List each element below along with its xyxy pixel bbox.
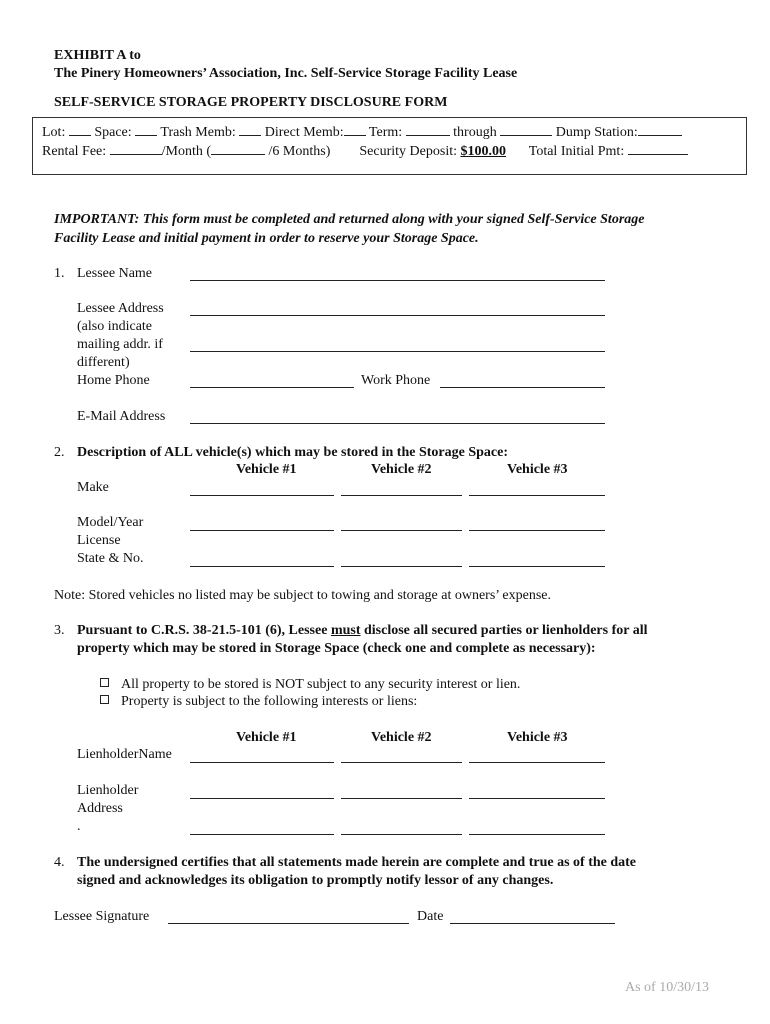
section-4-number: 4. — [54, 855, 65, 870]
lienholder-3-name-field[interactable] — [469, 762, 605, 763]
lien-text-b: disclose all secured parties or lienholders for all — [360, 623, 648, 638]
important-notice-line-2: Facility Lease and initial payment in order to reserve your Storage Space. — [54, 231, 479, 246]
lessee-address-field-1[interactable] — [190, 315, 605, 316]
lien-vehicle-3-header: Vehicle #3 — [507, 730, 568, 745]
lot-label: Lot: — [42, 125, 66, 140]
date-label: Date — [417, 909, 444, 924]
space-label: Space: — [94, 125, 132, 140]
info-row-2 — [42, 142, 688, 161]
lease-title: The Pinery Homeowners’ Association, Inc. Self-Service Storage Facility Lease — [54, 66, 518, 81]
term-end-field[interactable] — [500, 123, 552, 136]
lessee-name-field[interactable] — [190, 280, 605, 281]
lienholder-3-address-field-1[interactable] — [469, 798, 605, 799]
certification-line-2: signed and acknowledges its obligation to promptly notify lessor of any changes. — [77, 873, 554, 888]
signature-date-field[interactable] — [450, 923, 615, 924]
vehicles-title: Description of ALL vehicle(s) which may be stored in the Storage Space: — [77, 445, 508, 460]
rental-fee-field[interactable] — [110, 142, 162, 155]
section-2-number: 2. — [54, 445, 65, 460]
vehicle-3-header: Vehicle #3 — [507, 462, 568, 477]
lessee-address-label: Lessee Address — [77, 301, 164, 316]
total-initial-field[interactable] — [628, 142, 688, 155]
security-deposit-value: $100.00 — [460, 144, 506, 159]
six-months-label: /6 Months) — [268, 144, 331, 159]
lienholder-address-label-1: Lienholder — [77, 783, 139, 798]
term-label: Term: — [368, 125, 403, 140]
total-initial-label: Total Initial Pmt: — [528, 144, 625, 159]
security-deposit-label: Security Deposit: — [359, 144, 457, 159]
lienholder-1-address-field-1[interactable] — [190, 798, 334, 799]
lienholder-2-name-field[interactable] — [341, 762, 462, 763]
lessee-signature-field[interactable] — [168, 923, 409, 924]
lienholder-1-address-field-2[interactable] — [190, 834, 334, 835]
lessee-address-note-1: (also indicate — [77, 319, 153, 334]
rental-fee-label: Rental Fee: — [42, 144, 107, 159]
section-1-number: 1. — [54, 266, 65, 281]
vehicle-3-make-field[interactable] — [469, 495, 605, 496]
work-phone-field[interactable] — [440, 387, 605, 388]
vehicle-2-make-field[interactable] — [341, 495, 462, 496]
lien-text-must: must — [330, 623, 361, 638]
per-month-label: /Month ( — [161, 144, 212, 159]
lienholder-2-address-field-2[interactable] — [341, 834, 462, 835]
vehicle-1-model-field[interactable] — [190, 530, 334, 531]
six-month-fee-field[interactable] — [211, 142, 265, 155]
lienholder-address-label-3: . — [77, 819, 81, 834]
lessee-name-label: Lessee Name — [77, 266, 153, 281]
term-start-field[interactable] — [406, 123, 450, 136]
important-notice-line-1: IMPORTANT: This form must be completed and returned along with your signed Self-Service Storage — [54, 212, 645, 227]
space-field[interactable] — [135, 123, 157, 136]
lessee-address-note-3: different) — [77, 355, 130, 370]
section-3-number: 3. — [54, 623, 65, 638]
no-lien-checkbox[interactable] — [100, 678, 109, 687]
trash-memb-field[interactable] — [239, 123, 261, 136]
lien-disclosure-line-2: property which may be stored in Storage Space (check one and complete as necessary): — [77, 641, 596, 656]
vehicle-2-header: Vehicle #2 — [371, 462, 432, 477]
lienholder-name-label: LienholderName — [77, 747, 172, 762]
lienholder-3-address-field-2[interactable] — [469, 834, 605, 835]
lot-field[interactable] — [69, 123, 91, 136]
lessee-address-note-2: mailing addr. if — [77, 337, 163, 352]
dump-station-field[interactable] — [638, 123, 682, 136]
email-label: E-Mail Address — [77, 409, 166, 424]
vehicle-1-header: Vehicle #1 — [236, 462, 297, 477]
vehicle-1-license-field[interactable] — [190, 566, 334, 567]
trash-memb-label: Trash Memb: — [160, 125, 236, 140]
vehicle-3-model-field[interactable] — [469, 530, 605, 531]
lien-text-a: Pursuant to C.R.S. 38-21.5-101 (6), Lessee — [77, 623, 331, 638]
lessee-signature-label: Lessee Signature — [54, 909, 150, 924]
home-phone-label: Home Phone — [77, 373, 150, 388]
model-year-label: Model/Year — [77, 515, 144, 530]
form-title: SELF-SERVICE STORAGE PROPERTY DISCLOSURE FORM — [54, 95, 448, 110]
license-label: License — [77, 533, 121, 548]
lien-vehicle-1-header: Vehicle #1 — [236, 730, 297, 745]
make-label: Make — [77, 480, 109, 495]
vehicle-2-license-field[interactable] — [341, 566, 462, 567]
through-label: through — [453, 125, 497, 140]
has-lien-checkbox[interactable] — [100, 695, 109, 704]
work-phone-label: Work Phone — [361, 373, 431, 388]
towing-note: Note: Stored vehicles no listed may be subject to towing and storage at owners’ expense. — [54, 588, 551, 603]
info-row-1 — [42, 123, 682, 142]
vehicle-1-make-field[interactable] — [190, 495, 334, 496]
has-lien-label: Property is subject to the following interests or liens: — [121, 694, 418, 709]
home-phone-field[interactable] — [190, 387, 354, 388]
no-lien-option[interactable] — [100, 677, 520, 694]
lien-vehicle-2-header: Vehicle #2 — [371, 730, 432, 745]
direct-memb-field[interactable] — [344, 123, 366, 136]
lienholder-2-address-field-1[interactable] — [341, 798, 462, 799]
vehicle-3-license-field[interactable] — [469, 566, 605, 567]
lienholder-address-label-2: Address — [77, 801, 123, 816]
dump-station-label: Dump Station: — [555, 125, 638, 140]
direct-memb-label: Direct Memb: — [264, 125, 344, 140]
email-field[interactable] — [190, 423, 605, 424]
no-lien-label: All property to be stored is NOT subject to any security interest or lien. — [121, 677, 521, 692]
lessee-address-field-2[interactable] — [190, 351, 605, 352]
revision-date: As of 10/30/13 — [625, 980, 709, 995]
state-no-label: State & No. — [77, 551, 144, 566]
vehicle-2-model-field[interactable] — [341, 530, 462, 531]
certification-line-1: The undersigned certifies that all statements made herein are complete and true as of the date — [77, 855, 637, 870]
lien-disclosure-line-1 — [77, 623, 648, 640]
has-lien-option[interactable] — [100, 694, 417, 711]
exhibit-label: EXHIBIT A to — [54, 48, 141, 63]
lienholder-1-name-field[interactable] — [190, 762, 334, 763]
